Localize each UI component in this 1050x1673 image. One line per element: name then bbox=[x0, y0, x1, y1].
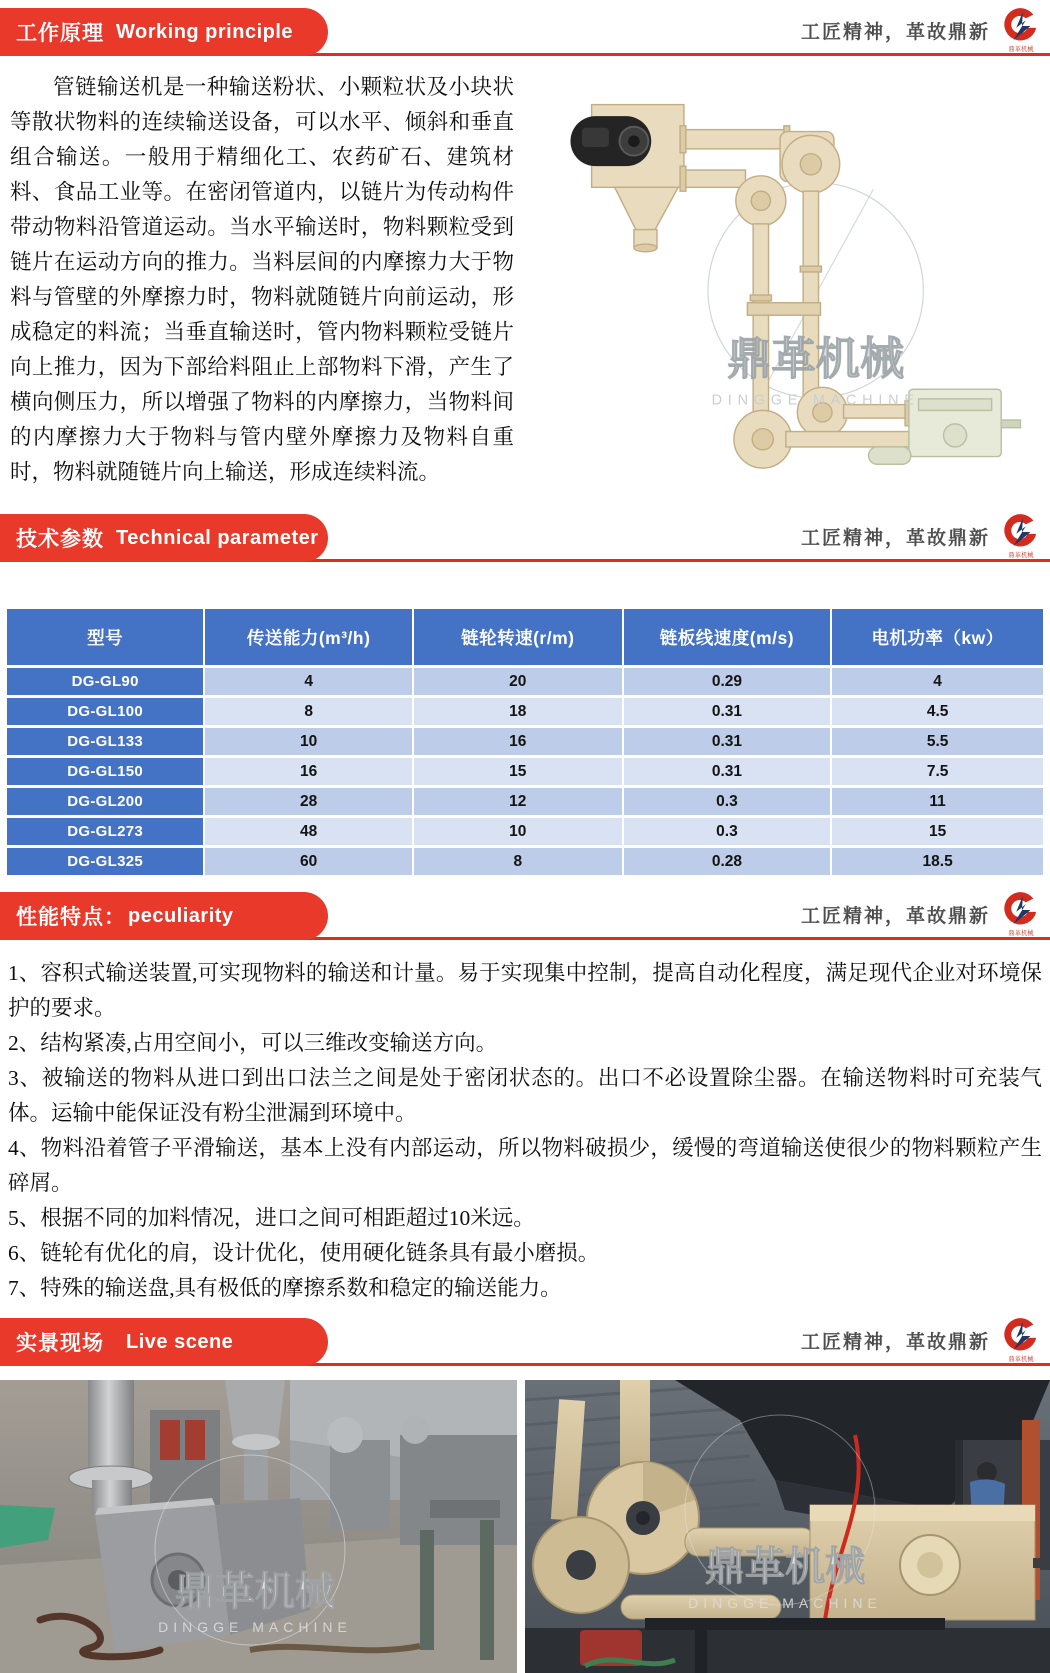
value-cell: 8 bbox=[414, 848, 622, 875]
feature-item: 4、物料沿着管子平滑输送，基本上没有内部运动，所以物料破损少，缓慢的弯道输送使很少的物料颗粒产生碎屑。 bbox=[8, 1136, 1042, 1195]
feature-item: 7、特殊的输送盘,具有极低的摩擦系数和稳定的输送能力。 bbox=[8, 1276, 562, 1300]
value-cell: 0.31 bbox=[624, 758, 831, 785]
table-header-row bbox=[7, 609, 1043, 665]
col-header-model: 型号 bbox=[7, 609, 203, 665]
brand-slogan: 工匠精神，革故鼎新 bbox=[800, 905, 990, 927]
logo-caption: 鼎革机械 bbox=[1008, 1356, 1034, 1363]
table-row bbox=[7, 668, 1043, 695]
parameter-table-wrap bbox=[5, 606, 1045, 878]
model-cell: DG-GL200 bbox=[7, 788, 203, 815]
feature-list bbox=[8, 956, 1042, 1306]
gd-logo-icon bbox=[1002, 1317, 1040, 1355]
col-header-motor-power: 电机功率（kw） bbox=[832, 609, 1043, 665]
feature-item: 6、链轮有优化的肩，设计优化，使用硬化链条具有最小磨损。 bbox=[8, 1241, 600, 1265]
feature-item: 5、根据不同的加料情况，进口之间可相距超过10米远。 bbox=[8, 1206, 535, 1230]
live-scene-banner bbox=[0, 1318, 1050, 1366]
value-cell: 18.5 bbox=[832, 848, 1043, 875]
watermark-text-en: DINGGE MACHINE bbox=[711, 392, 920, 409]
value-cell: 28 bbox=[205, 788, 412, 815]
product-image-area bbox=[514, 68, 1050, 506]
watermark-text-en: DINGGE MACHINE bbox=[158, 1619, 352, 1635]
table-row bbox=[7, 848, 1043, 875]
model-cell: DG-GL90 bbox=[7, 668, 203, 695]
banner-right bbox=[801, 892, 1040, 936]
value-cell: 4 bbox=[832, 668, 1043, 695]
section-title-en: Live scene bbox=[126, 1330, 234, 1353]
watermark-text: 鼎革机械 bbox=[705, 1545, 865, 1589]
model-cell: DG-GL150 bbox=[7, 758, 203, 785]
section-title-en: Technical parameter bbox=[116, 526, 319, 549]
model-cell: DG-GL100 bbox=[7, 698, 203, 725]
technical-parameter-banner bbox=[0, 514, 1050, 562]
watermark-text: 鼎革机械 bbox=[175, 1570, 335, 1614]
section-title-zh: 实景现场 bbox=[16, 1332, 104, 1355]
feature-item: 3、被输送的物料从进口到出口法兰之间是处于密闭状态的。出口不必设置除尘器。在输送物料时可充装气体。运输中能保证没有粉尘泄漏到环境中。 bbox=[8, 1066, 1042, 1125]
value-cell: 48 bbox=[205, 818, 412, 845]
value-cell: 15 bbox=[414, 758, 622, 785]
live-photo-right bbox=[525, 1380, 1050, 1673]
gd-logo-icon bbox=[1002, 7, 1040, 45]
watermark-text-en: DINGGE MACHINE bbox=[688, 1595, 882, 1611]
value-cell: 0.31 bbox=[624, 698, 831, 725]
brand-slogan: 工匠精神，革故鼎新 bbox=[800, 21, 990, 43]
brand-logo bbox=[1002, 513, 1040, 559]
logo-caption: 鼎革机械 bbox=[1008, 552, 1034, 559]
model-cell: DG-GL325 bbox=[7, 848, 203, 875]
col-header-line-speed: 链板线速度(m/s) bbox=[624, 609, 831, 665]
value-cell: 20 bbox=[414, 668, 622, 695]
product-image bbox=[532, 68, 1032, 498]
section-title-zh: 技术参数 bbox=[16, 528, 104, 551]
section-title-en: peculiarity bbox=[128, 904, 234, 927]
value-cell: 4 bbox=[205, 668, 412, 695]
value-cell: 0.31 bbox=[624, 728, 831, 755]
banner-right bbox=[801, 514, 1040, 558]
value-cell: 15 bbox=[832, 818, 1043, 845]
brand-logo bbox=[1002, 891, 1040, 937]
peculiarity-banner bbox=[0, 892, 1050, 940]
table-row bbox=[7, 818, 1043, 845]
section-title-en: Working principle bbox=[116, 20, 294, 43]
technical-parameter-title bbox=[0, 514, 328, 562]
peculiarity-title bbox=[0, 892, 328, 940]
working-principle-paragraph: 管链输送机是一种输送粉状、小颗粒状及小块状等散状物料的连续输送设备，可以水平、倾斜和垂直组合输送。一般用于精细化工、农药矿石、建筑材料、食品工业等。在密闭管道内，以链片为传动构件带动物料沿管道运动。当水平输送时，物料颗粒受到链片在运动方向的推力。当料层间的内摩擦力大于物料与管壁的外摩擦力时，物料就随链片向前运动，形成稳定的料流；当垂直输送时，管内物料颗粒受链片向上推力，因为下部给料阻止上部物料下滑，产生了横向侧压力，所以增强了物料的内摩擦力，当物料间的内摩擦力大于物料与管内壁外摩擦力及物料自重时，物料就随链片向上输送，形成连续料流。 bbox=[10, 75, 514, 484]
logo-caption: 鼎革机械 bbox=[1008, 46, 1034, 53]
value-cell: 12 bbox=[414, 788, 622, 815]
value-cell: 0.3 bbox=[624, 788, 831, 815]
brand-logo bbox=[1002, 1317, 1040, 1363]
brand-logo bbox=[1002, 7, 1040, 53]
value-cell: 7.5 bbox=[832, 758, 1043, 785]
table-row bbox=[7, 758, 1043, 785]
working-principle-text bbox=[0, 68, 514, 506]
table-row bbox=[7, 788, 1043, 815]
live-photo-left bbox=[0, 1380, 517, 1673]
value-cell: 8 bbox=[205, 698, 412, 725]
table-row bbox=[7, 728, 1043, 755]
motor-icon bbox=[570, 116, 651, 166]
logo-caption: 鼎革机械 bbox=[1008, 930, 1034, 937]
live-scene-photos bbox=[0, 1380, 1050, 1673]
section-title-zh: 性能特点： bbox=[16, 906, 126, 929]
section-title-zh: 工作原理 bbox=[16, 22, 104, 45]
gd-logo-icon bbox=[1002, 891, 1040, 929]
value-cell: 18 bbox=[414, 698, 622, 725]
banner-right bbox=[801, 1318, 1040, 1362]
model-cell: DG-GL133 bbox=[7, 728, 203, 755]
value-cell: 0.3 bbox=[624, 818, 831, 845]
value-cell: 16 bbox=[205, 758, 412, 785]
brand-slogan: 工匠精神，革故鼎新 bbox=[800, 527, 990, 549]
brand-slogan: 工匠精神，革故鼎新 bbox=[800, 1331, 990, 1353]
working-principle-banner bbox=[0, 8, 1050, 56]
value-cell: 60 bbox=[205, 848, 412, 875]
col-header-sprocket-speed: 链轮转速(r/m) bbox=[414, 609, 622, 665]
value-cell: 0.28 bbox=[624, 848, 831, 875]
table-row bbox=[7, 698, 1043, 725]
feature-item: 2、结构紧凑,占用空间小，可以三维改变输送方向。 bbox=[8, 1031, 498, 1055]
value-cell: 4.5 bbox=[832, 698, 1043, 725]
value-cell: 11 bbox=[832, 788, 1043, 815]
value-cell: 10 bbox=[414, 818, 622, 845]
value-cell: 0.29 bbox=[624, 668, 831, 695]
value-cell: 10 bbox=[205, 728, 412, 755]
model-cell: DG-GL273 bbox=[7, 818, 203, 845]
working-principle-content bbox=[0, 68, 1050, 506]
live-scene-title bbox=[0, 1318, 328, 1366]
value-cell: 5.5 bbox=[832, 728, 1043, 755]
col-header-capacity: 传送能力(m³/h) bbox=[205, 609, 412, 665]
parameter-table bbox=[5, 606, 1045, 878]
banner-right bbox=[801, 8, 1040, 52]
gd-logo-icon bbox=[1002, 513, 1040, 551]
watermark-text: 鼎革机械 bbox=[727, 334, 905, 384]
value-cell: 16 bbox=[414, 728, 622, 755]
feature-item: 1、容积式输送装置,可实现物料的输送和计量。易于实现集中控制，提高自动化程度，满足现代企业对环境保护的要求。 bbox=[8, 961, 1042, 1020]
working-principle-title bbox=[0, 8, 328, 56]
